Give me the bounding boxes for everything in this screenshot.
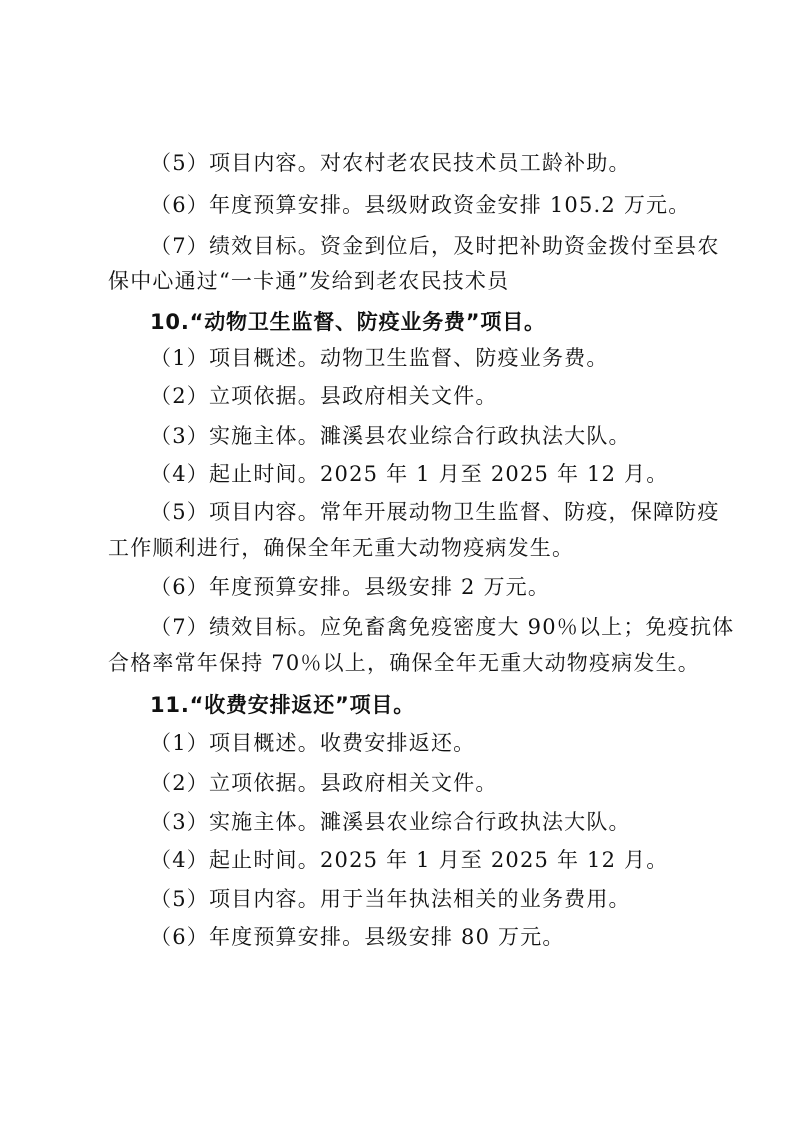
- paragraph-line: （4）起止时间。2025 年 1 月至 2025 年 12 月。: [150, 848, 669, 872]
- paragraph-line: 合格率常年保持 70％以上，确保全年无重大动物疫病发生。: [108, 651, 700, 675]
- paragraph-line: （3）实施主体。濉溪县农业综合行政执法大队。: [150, 810, 631, 834]
- paragraph-line: （4）起止时间。2025 年 1 月至 2025 年 12 月。: [150, 462, 669, 486]
- paragraph-line: （5）项目内容。常年开展动物卫生监督、防疫，保障防疫: [150, 500, 720, 524]
- paragraph-line: （5）项目内容。用于当年执法相关的业务费用。: [150, 887, 631, 911]
- paragraph-line: （2）立项依据。县政府相关文件。: [150, 771, 498, 795]
- paragraph-line: 工作顺利进行，确保全年无重大动物疫病发生。: [108, 536, 575, 560]
- paragraph-line: （6）年度预算安排。县级安排 80 万元。: [150, 925, 565, 949]
- paragraph-line: （7）绩效目标。应免畜禽免疫密度大 90％以上；免疫抗体: [150, 615, 735, 639]
- paragraph-line: （3）实施主体。濉溪县农业综合行政执法大队。: [150, 424, 631, 448]
- paragraph-line: （1）项目概述。动物卫生监督、防疫业务费。: [150, 346, 609, 370]
- paragraph-line: （2）立项依据。县政府相关文件。: [150, 384, 498, 408]
- paragraph-line: （5）项目内容。对农村老农民技术员工龄补助。: [150, 151, 631, 175]
- section-heading: 11.“收费安排返还”项目。: [150, 693, 416, 717]
- paragraph-line: （7）绩效目标。资金到位后，及时把补助资金拨付至县农: [150, 234, 720, 258]
- paragraph-line: （6）年度预算安排。县级财政资金安排 105.2 万元。: [150, 193, 691, 217]
- paragraph-line: （1）项目概述。收费安排返还。: [150, 731, 476, 755]
- paragraph-line: 保中心通过“一卡通”发给到老农民技术员: [108, 269, 510, 293]
- paragraph-line: （6）年度预算安排。县级安排 2 万元。: [150, 575, 551, 599]
- section-heading: 10.“动物卫生监督、防疫业务费”项目。: [150, 310, 546, 334]
